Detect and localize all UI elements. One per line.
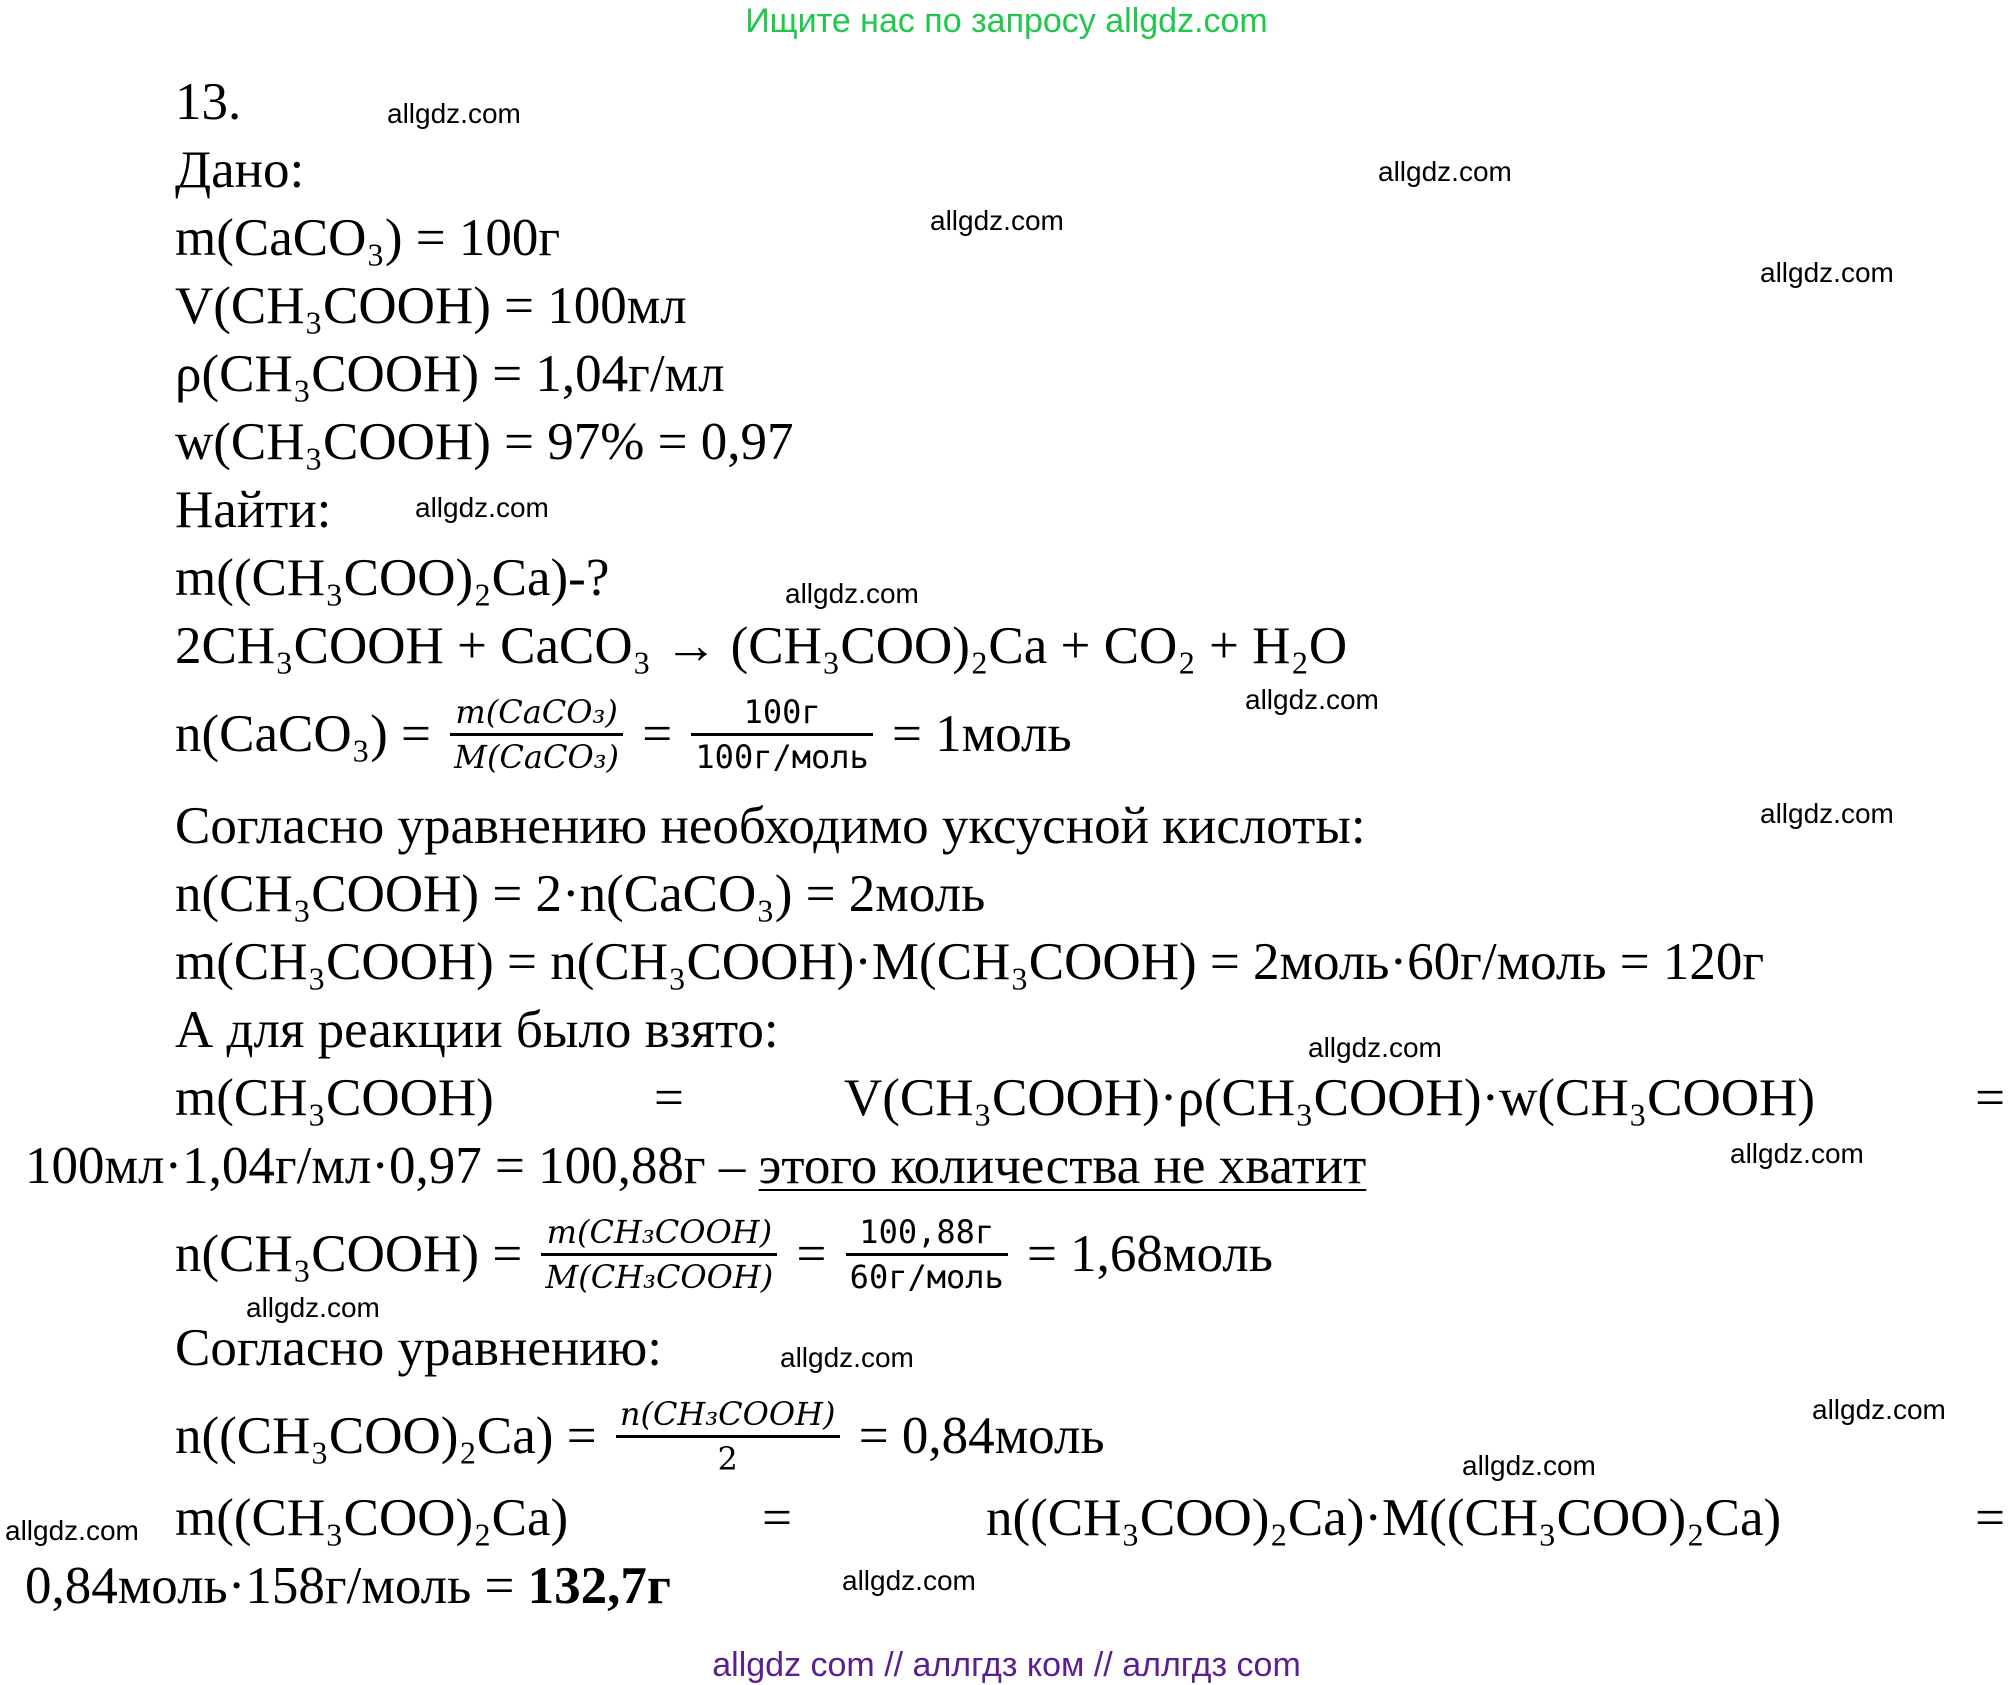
watermark: allgdz.com [842,1565,976,1596]
equals-sign: = [653,1069,684,1127]
moles-acid-required: n(CH₃COOH) = 2·n(CaCO₃) = 2моль [175,865,986,923]
insufficient-note: этого количества не хватит [758,1137,1367,1195]
equals-sign: = [1975,1069,2005,1127]
given-label: Дано: [175,141,305,199]
fraction-numerator: m(CaCO₃) [450,693,623,736]
equals-sign: = [762,1489,793,1547]
watermark: allgdz.com [780,1342,914,1373]
formula-result: = 0,84моль [858,1407,1105,1465]
equals-sign: = [642,705,673,763]
find-target: m((CH₃COO)₂Ca)-? [175,549,610,607]
equals-sign: = [1975,1489,2005,1547]
fraction-values [846,1213,1008,1296]
fraction-numerator: 100,88г [846,1213,1008,1256]
watermark: allgdz.com [1308,1032,1442,1063]
given-fraction-acid: w(CH₃COOH) = 97% = 0,97 [175,413,794,471]
fraction-denominator: 60г/моль [849,1258,1004,1297]
watermark: allgdz.com [387,98,521,129]
watermark: allgdz.com [246,1292,380,1323]
formula-lhs: n(CaCO₃) = [175,705,431,763]
formula-lhs: n((CH₃COO)₂Ca) = [175,1407,597,1465]
given-mass-caco3: m(CaCO₃) = 100г [175,209,561,267]
find-label: Найти: [175,481,332,539]
watermark: allgdz.com [1462,1450,1596,1481]
watermark: allgdz.com [5,1515,139,1546]
mass-acid-required: m(CH₃COOH) = n(CH₃COOH)·M(CH₃COOH) = 2моль·60г/моль = 120г [175,933,1765,991]
mass-salt-symbol: m((CH₃COO)₂Ca) [175,1489,569,1547]
watermark: allgdz.com [1245,684,1379,715]
mass-acid-taken-line1 [175,1068,2005,1128]
search-hint-header: Ищите нас по запросу allgdz.com [745,2,1268,40]
mass-salt-line2 [25,1556,671,1616]
watermark: allgdz.com [1730,1138,1864,1169]
moles-salt-formula [175,1386,1105,1486]
fraction-denominator: M(CaCO₃) [454,738,620,777]
moles-times-molar-mass: n((CH₃COO)₂Ca)·M((CH₃COO)₂Ca) [985,1489,1782,1547]
watermark: allgdz.com [1812,1394,1946,1425]
given-density-acid: ρ(CH₃COOH) = 1,04г/мл [175,345,725,403]
formula-result: = 1моль [892,705,1072,763]
watermark: allgdz.com [1760,257,1894,288]
fraction-acid-over-two [616,1395,840,1478]
fraction-mass-over-molar [450,693,623,776]
watermark: allgdz.com [785,578,919,609]
reaction-equation: 2CH₃COOH + CaCO₃ → (CH₃COO)₂Ca + CO₂ + H₂O [175,617,1348,675]
watermark: allgdz.com [1760,798,1894,829]
mass-acid-taken-line2 [25,1136,1366,1196]
step-taken-text: А для реакции было взято: [175,1001,779,1059]
fraction-values [691,693,872,776]
equals-sign: = [796,1225,827,1283]
moles-acid-taken-formula [175,1204,1273,1304]
problem-number: 13. [175,73,242,131]
fraction-denominator: 2 [717,1440,738,1479]
formula-lhs: n(CH₃COOH) = [175,1225,523,1283]
footer-links: allgdz com // аллгдз ком // аллгдз com [712,1646,1301,1684]
given-volume-acid: V(CH₃COOH) = 100мл [175,277,687,335]
final-answer: 132,7г [527,1557,671,1615]
moles-caco3-formula [175,684,1072,784]
fraction-denominator: M(CH₃COOH) [545,1258,774,1297]
step-equation-text: Согласно уравнению: [175,1319,662,1377]
mass-salt-calculation: 0,84моль·158г/моль = [25,1557,528,1615]
step-required-acid-text: Согласно уравнению необходимо уксусной кислоты: [175,797,1366,855]
mass-acid-symbol: m(CH₃COOH) [175,1069,494,1127]
mass-salt-line1 [175,1488,2005,1548]
fraction-numerator: 100г [691,693,872,736]
mass-acid-taken-value: 100мл·1,04г/мл·0,97 = 100,88г – [25,1137,759,1195]
watermark: allgdz.com [415,492,549,523]
fraction-numerator: n(CH₃COOH) [616,1395,840,1438]
formula-result: = 1,68моль [1027,1225,1273,1283]
fraction-denominator: 100г/моль [695,738,869,777]
watermark: allgdz.com [930,205,1064,236]
volume-density-fraction-product: V(CH₃COOH)·ρ(CH₃COOH)·w(CH₃COOH) [843,1069,1815,1127]
fraction-numerator: m(CH₃COOH) [541,1213,777,1256]
watermark: allgdz.com [1378,156,1512,187]
fraction-mass-over-molar [541,1213,777,1296]
